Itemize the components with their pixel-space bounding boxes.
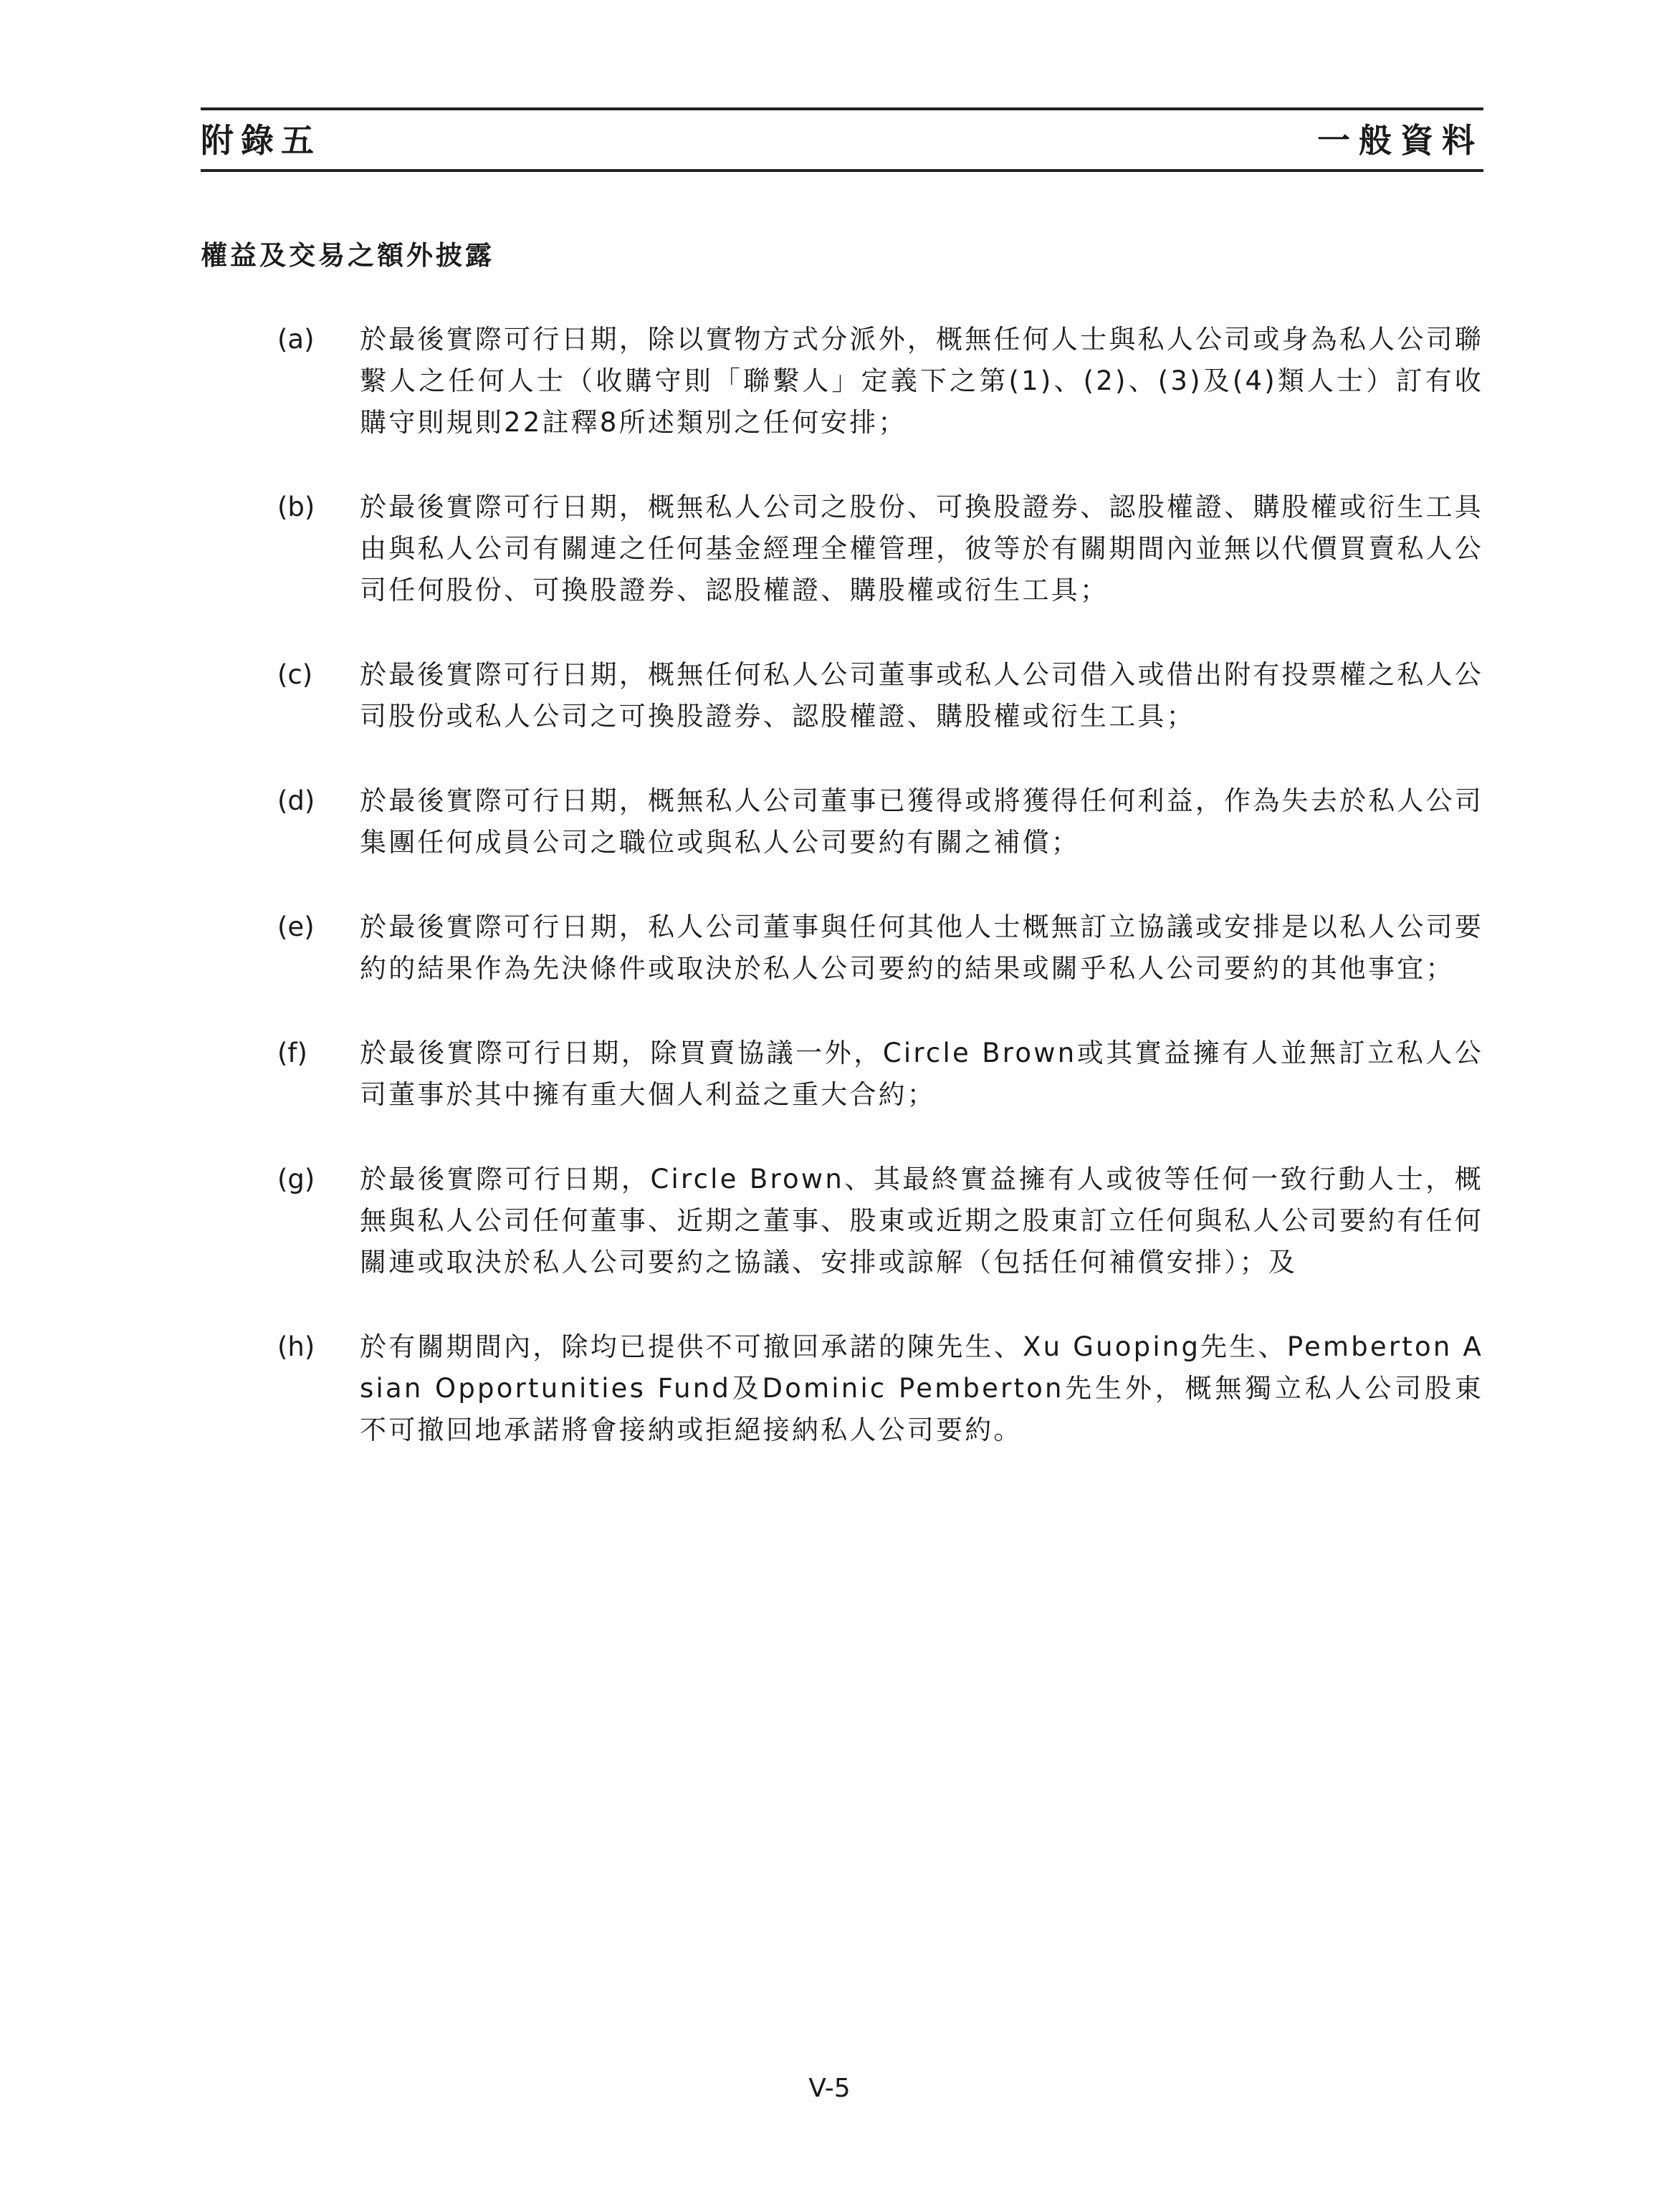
item-label: (d) (277, 785, 315, 816)
item-text: 於最後實際可行日期，除以實物方式分派外，概無任何人士與私人公司或身為私人公司聯繫人之任何人士（收購守則「聯繫人」定義下之第(1)、(2)、(3)及(4)類人士）訂有收購守則規則22註釋8所述類別之任何安排； (360, 324, 1483, 438)
list-item (201, 906, 1483, 990)
item-label: (g) (277, 1164, 315, 1194)
list-item (201, 487, 1483, 611)
list-item (201, 780, 1483, 863)
item-text: 於最後實際可行日期，私人公司董事與任何其他人士概無訂立協議或安排是以私人公司要約的結果作為先決條件或取決於私人公司要約的結果或關乎私人公司要約的其他事宜； (360, 911, 1483, 984)
item-label: (c) (277, 659, 313, 690)
list-item (201, 319, 1483, 444)
item-text: 於最後實際可行日期，概無私人公司董事已獲得或將獲得任何利益，作為失去於私人公司集團任何成員公司之職位或與私人公司要約有關之補償； (360, 785, 1483, 858)
item-label: (b) (277, 492, 315, 522)
item-text: 於有關期間內，除均已提供不可撤回承諾的陳先生、Xu Guoping先生、Pemberton Asian Opportunities Fund及Dominic Pemberton先生外，概無獨立私人公司股東不可撤回地承諾將會接納或拒絕接納私人公司要約。 (360, 1331, 1483, 1445)
item-text: 於最後實際可行日期，概無任何私人公司董事或私人公司借入或借出附有投票權之私人公司股份或私人公司之可換股證券、認股權證、購股權或衍生工具； (360, 659, 1483, 732)
section-heading: 一般資料 (1317, 121, 1483, 160)
page-header (201, 107, 1483, 172)
disclosure-list (201, 319, 1483, 1494)
item-label: (e) (277, 911, 315, 942)
list-item (201, 654, 1483, 737)
item-label: (h) (277, 1331, 315, 1362)
list-item (201, 1326, 1483, 1451)
item-label: (a) (277, 324, 315, 355)
list-item (201, 1033, 1483, 1116)
item-text: 於最後實際可行日期，除買賣協議一外，Circle Brown或其實益擁有人並無訂立私人公司董事於其中擁有重大個人利益之重大合約； (360, 1038, 1483, 1110)
appendix-title: 附錄五 (201, 121, 321, 160)
page-number: V-5 (808, 2074, 851, 2103)
list-item (201, 1159, 1483, 1283)
item-label: (f) (277, 1038, 307, 1068)
item-text: 於最後實際可行日期，概無私人公司之股份、可換股證券、認股權證、購股權或衍生工具由與私人公司有關連之任何基金經理全權管理，彼等於有關期間內並無以代價買賣私人公司任何股份、可換股證券、認股權證、購股權或衍生工具； (360, 492, 1483, 605)
item-text: 於最後實際可行日期，Circle Brown、其最終實益擁有人或彼等任何一致行動人士，概無與私人公司任何董事、近期之董事、股東或近期之股東訂立任何與私人公司要約有任何關連或取決於私人公司要約之協議、安排或諒解（包括任何補償安排）；及 (360, 1164, 1483, 1278)
subsection-title: 權益及交易之額外披露 (201, 240, 494, 271)
